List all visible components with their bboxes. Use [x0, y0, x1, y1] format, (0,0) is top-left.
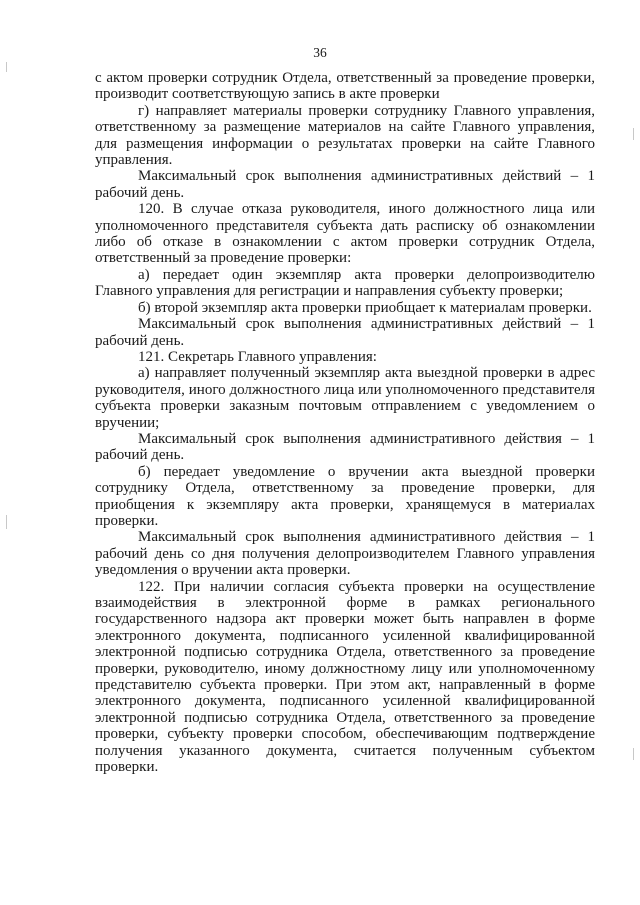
paragraph: а) направляет полученный экземпляр акта выездной проверки в адрес руководителя, иного должностного лица или уполномоченного представителя субъекта проверки заказным почтовым отправлением с уведомлением о вручении;: [95, 365, 595, 431]
paragraph: б) второй экземпляр акта проверки приобщает к материалам проверки.: [138, 299, 592, 316]
paragraph: 120. В случае отказа руководителя, иного должностного лица или уполномоченного представителя субъекта дать расписку об ознакомлении либо об отказе в ознакомлении с актом проверки сотрудник Отдела, ответственный за проведение проверки:: [95, 201, 595, 267]
scan-edge-mark: [6, 62, 7, 72]
scan-edge-mark: [6, 515, 7, 529]
paragraph: Максимальный срок выполнения административного действия – 1 рабочий день со дня получения делопроизводителем Главного управления уведомления о вручении акта проверки.: [95, 529, 595, 579]
paragraph: 122. При наличии согласия субъекта проверки на осуществление взаимодействия в электронной форме в рамках регионального государственного надзора акт проверки может быть направлен в форме электронного документа, подписанного усиленной квалифицированной электронной подписью сотрудника Отдела, ответственного за проведение проверки, руководителю, иному должностному лицу или уполномоченному представителю субъекта проверки. При этом акт, направленный в форме электронного документа, подписанного усиленной квалифицированной электронной подписью сотрудника Отдела, ответственного за проведение проверки, субъекту проверки способом, обеспечивающим подтверждение получения указанного документа, считается полученным субъектом проверки.: [95, 578, 595, 776]
paragraph: б) передает уведомление о вручении акта выездной проверки сотруднику Отдела, ответственному за проведение проверки, для приобщения к экземпляру акта проверки, хранящемуся в материалах проверки.: [95, 463, 595, 529]
scan-edge-mark: [633, 748, 634, 760]
paragraph: г) направляет материалы проверки сотруднику Главного управления, ответственному за размещение материалов на сайте Главного управления, для размещения информации о результатах проверки на сайте Главного управления.: [95, 102, 595, 169]
scan-edge-mark: [633, 128, 634, 140]
page-number: 36: [313, 45, 327, 60]
document-body: [95, 70, 595, 775]
paragraph: с актом проверки сотрудник Отдела, ответственный за проведение проверки, производит соответствующую запись в акте проверки: [95, 70, 595, 103]
paragraph: а) передает один экземпляр акта проверки делопроизводителю Главного управления для регистрации и направления субъекту проверки;: [95, 266, 595, 300]
paragraph: Максимальный срок выполнения административного действия – 1 рабочий день.: [95, 430, 595, 464]
paragraph: Максимальный срок выполнения административных действий – 1 рабочий день.: [95, 316, 595, 349]
paragraph: Максимальный срок выполнения административных действий – 1 рабочий день.: [95, 168, 595, 201]
paragraph: 121. Секретарь Главного управления:: [138, 348, 377, 365]
